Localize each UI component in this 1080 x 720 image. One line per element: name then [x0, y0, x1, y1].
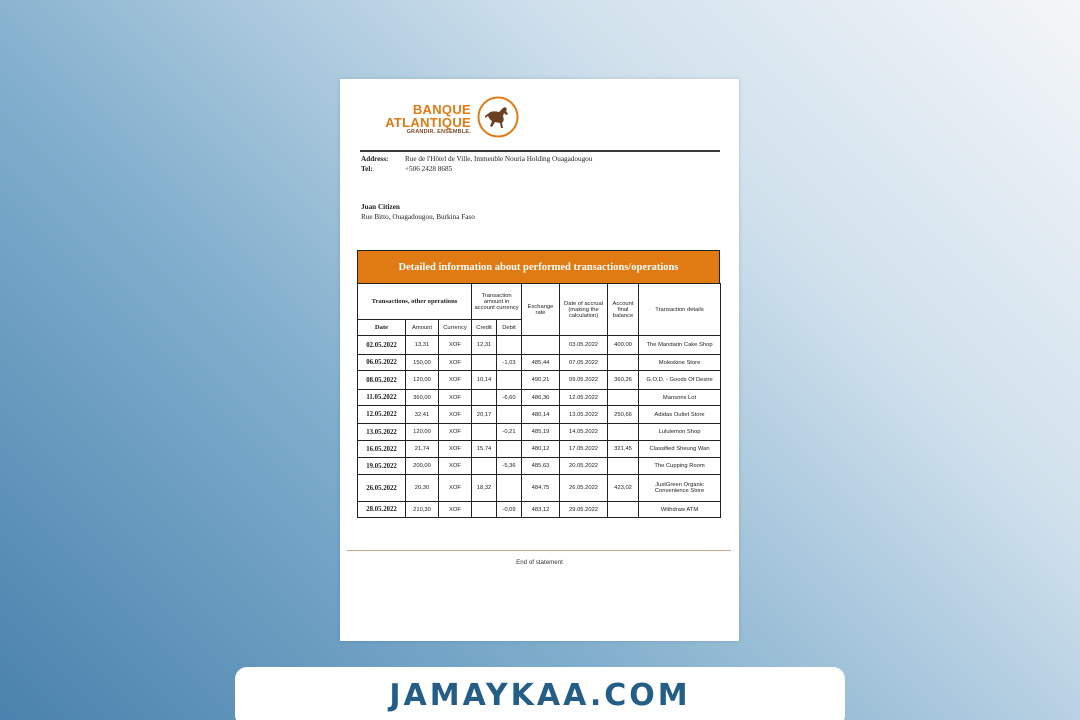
table-row: [358, 424, 721, 441]
transactions-table: [357, 283, 721, 518]
cell-currency: XOF: [439, 406, 472, 424]
cell-accrual: 03.05.2022: [560, 336, 608, 355]
cell-rate: 480,12: [522, 441, 560, 458]
cell-credit: [472, 390, 497, 406]
cell-date: 13.05.2022: [358, 424, 406, 441]
cell-amount: 200,00: [406, 458, 439, 475]
cell-currency: XOF: [439, 475, 472, 502]
header-account-balance: Account final balance: [608, 284, 639, 336]
cell-rate: 483,12: [522, 502, 560, 518]
cell-details: The Cupping Room: [639, 458, 721, 475]
cell-amount: 20,30: [406, 475, 439, 502]
watermark-banner: [235, 667, 845, 720]
table-row: [358, 458, 721, 475]
bank-logo-text: [359, 103, 471, 136]
cell-rate: 480,14: [522, 406, 560, 424]
cell-accrual: 29.05.2022: [560, 502, 608, 518]
cell-amount: 13,31: [406, 336, 439, 355]
table-row: [358, 371, 721, 390]
cell-credit: [472, 502, 497, 518]
cell-accrual: 20.05.2022: [560, 458, 608, 475]
header-transaction-details: Transaction details: [639, 284, 721, 336]
cell-rate: [522, 336, 560, 355]
cell-amount: 210,30: [406, 502, 439, 518]
logo-name-line1: BANQUE: [412, 102, 471, 117]
cell-debit: [497, 406, 522, 424]
cell-debit: -5,36: [497, 458, 522, 475]
header-exchange-rate: Exchange rate: [522, 284, 560, 336]
cell-date: 12.05.2022: [358, 406, 406, 424]
cell-currency: XOF: [439, 336, 472, 355]
cell-currency: XOF: [439, 355, 472, 371]
watermark-text: JAMAYKAA.COM: [389, 678, 691, 713]
cell-debit: -0,09: [497, 502, 522, 518]
cell-amount: 32,41: [406, 406, 439, 424]
header-transactions-group: Transactions, other operations: [358, 284, 472, 320]
recipient-block: [361, 203, 475, 222]
horse-icon: [477, 96, 519, 138]
cell-credit: 18,32: [472, 475, 497, 502]
tel-value: +506 2428 8685: [405, 165, 453, 173]
cell-date: 26.05.2022: [358, 475, 406, 502]
cell-credit: 20,17: [472, 406, 497, 424]
tel-label: Tel:: [361, 165, 373, 173]
cell-details: Lululemon Shop: [639, 424, 721, 441]
table-row: [358, 355, 721, 371]
cell-balance: [608, 390, 639, 406]
header-date-accrual: Date of accrual (making the calculation): [560, 284, 608, 336]
header-date: Date: [358, 320, 406, 336]
cell-balance: 250,66: [608, 406, 639, 424]
cell-credit: [472, 355, 497, 371]
cell-date: 11.05.2022: [358, 390, 406, 406]
cell-balance: 321,45: [608, 441, 639, 458]
cell-balance: [608, 424, 639, 441]
bank-contact-block: [361, 154, 721, 174]
cell-credit: 15,74: [472, 441, 497, 458]
cell-debit: [497, 371, 522, 390]
cell-amount: 360,00: [406, 390, 439, 406]
cell-credit: 10,14: [472, 371, 497, 390]
header-debit: Debit: [497, 320, 522, 336]
table-row: [358, 502, 721, 518]
cell-rate: 485,44: [522, 355, 560, 371]
footer-divider: [347, 550, 731, 551]
cell-currency: XOF: [439, 390, 472, 406]
cell-debit: -0,21: [497, 424, 522, 441]
cell-accrual: 07.05.2022: [560, 355, 608, 371]
cell-details: G.O.D. - Goods Of Desire: [639, 371, 721, 390]
table-row: [358, 336, 721, 355]
table-row: [358, 441, 721, 458]
cell-date: 08.05.2022: [358, 371, 406, 390]
cell-details: JustGreen Organic Convenience Store: [639, 475, 721, 502]
end-of-statement: End of statement: [516, 559, 563, 566]
cell-amount: 120,00: [406, 424, 439, 441]
cell-balance: 423,02: [608, 475, 639, 502]
header-divider: [360, 150, 720, 152]
recipient-name: Juan Citizen: [361, 203, 400, 211]
cell-credit: [472, 424, 497, 441]
cell-accrual: 14.05.2022: [560, 424, 608, 441]
cell-credit: [472, 458, 497, 475]
cell-details: Classified Sheung Wan: [639, 441, 721, 458]
cell-date: 02.05.2022: [358, 336, 406, 355]
cell-currency: XOF: [439, 424, 472, 441]
cell-currency: XOF: [439, 502, 472, 518]
cell-amount: 150,00: [406, 355, 439, 371]
address-value: Rue de l'Hôtel de Ville, Immeuble Nouria Holding Ouagadougou: [405, 155, 593, 163]
cell-rate: 490,21: [522, 371, 560, 390]
cell-date: 06.05.2022: [358, 355, 406, 371]
cell-debit: -1,03: [497, 355, 522, 371]
cell-details: Withdraw ATM: [639, 502, 721, 518]
cell-debit: [497, 441, 522, 458]
table-row: [358, 406, 721, 424]
cell-balance: [608, 502, 639, 518]
cell-details: The Mandarin Cake Shop: [639, 336, 721, 355]
cell-balance: 360,26: [608, 371, 639, 390]
cell-date: 16.05.2022: [358, 441, 406, 458]
header-amount: Amount: [406, 320, 439, 336]
cell-details: Moleskine Store: [639, 355, 721, 371]
header-currency: Currency: [439, 320, 472, 336]
header-amount-group: Transaction amount in account currency: [472, 284, 522, 320]
cell-date: 19.05.2022: [358, 458, 406, 475]
cell-accrual: 12.05.2022: [560, 390, 608, 406]
cell-rate: 486,36: [522, 390, 560, 406]
cell-credit: 12,31: [472, 336, 497, 355]
section-title-banner: Detailed information about performed transactions/operations: [357, 250, 720, 284]
cell-amount: 21,74: [406, 441, 439, 458]
cell-rate: 485,63: [522, 458, 560, 475]
table-row: [358, 475, 721, 502]
statement-page: [340, 79, 739, 641]
cell-accrual: 17.05.2022: [560, 441, 608, 458]
logo-name-line2: ATLANTIQUE: [385, 115, 471, 130]
cell-currency: XOF: [439, 458, 472, 475]
cell-balance: [608, 458, 639, 475]
header-credit: Credit: [472, 320, 497, 336]
recipient-address: Rue Bitto, Ouagadougou, Burkina Faso: [361, 212, 475, 221]
cell-rate: 485,19: [522, 424, 560, 441]
cell-date: 28.05.2022: [358, 502, 406, 518]
cell-balance: 400,00: [608, 336, 639, 355]
cell-details: Adidas Outlet Store: [639, 406, 721, 424]
cell-debit: [497, 336, 522, 355]
cell-accrual: 13.05.2022: [560, 406, 608, 424]
table-row: [358, 390, 721, 406]
cell-currency: XOF: [439, 441, 472, 458]
cell-details: Mansons Lot: [639, 390, 721, 406]
cell-debit: -6,60: [497, 390, 522, 406]
cell-rate: 484,75: [522, 475, 560, 502]
cell-balance: [608, 355, 639, 371]
logo-tagline: GRANDIR. ENSEMBLE.: [406, 129, 471, 135]
cell-amount: 120,00: [406, 371, 439, 390]
address-label: Address:: [361, 155, 389, 163]
cell-accrual: 26.05.2022: [560, 475, 608, 502]
cell-accrual: 09.05.2022: [560, 371, 608, 390]
cell-debit: [497, 475, 522, 502]
cell-currency: XOF: [439, 371, 472, 390]
